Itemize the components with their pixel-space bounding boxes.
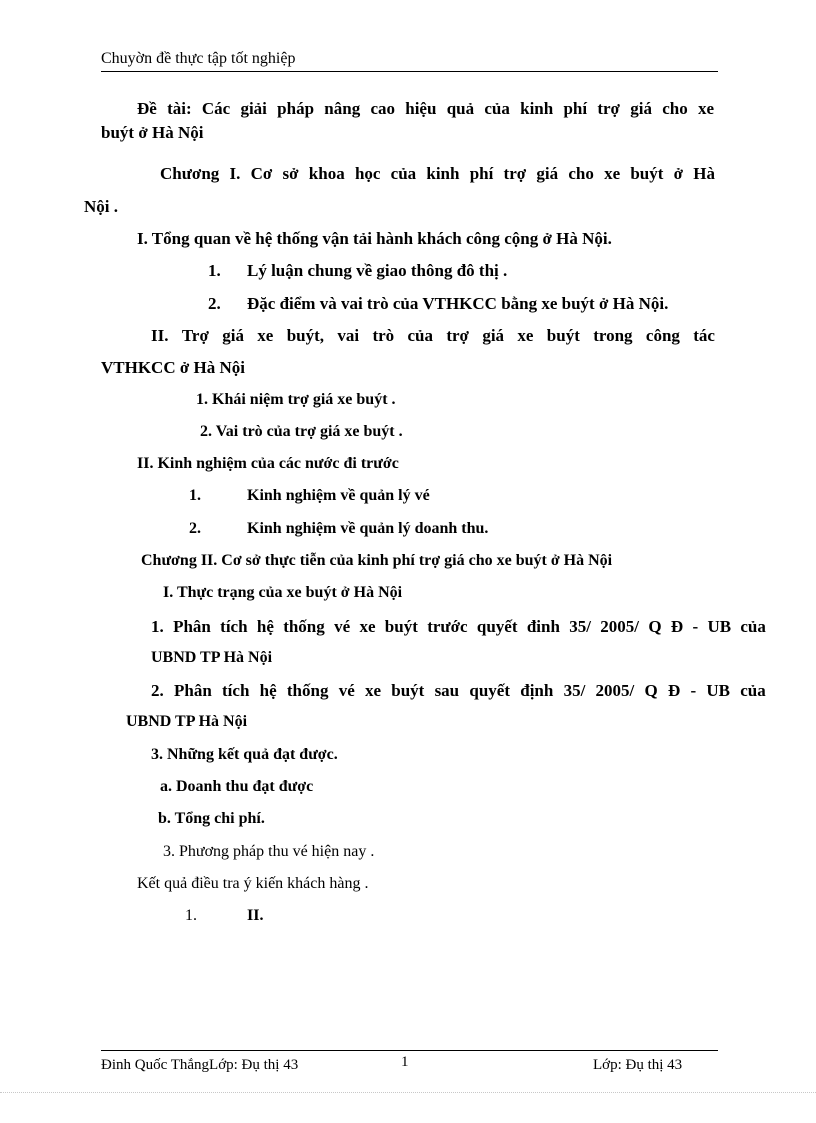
footer-page-number: 1 <box>401 1054 409 1070</box>
section-ii-line-1: II. Trợ giá xe buýt, vai trò của trợ giá xe buýt trong công tác <box>151 326 715 345</box>
last-item-text: II. <box>247 907 264 924</box>
chapter-2-section-i: I. Thực trạng của xe buýt ở Hà Nội <box>163 584 403 601</box>
chapter-2-item-3-b: b. Tổng chi phí. <box>158 810 265 827</box>
section-ii-b-item-1-text: Kinh nghiệm về quản lý vé <box>247 487 430 504</box>
header-rule <box>101 71 718 72</box>
chapter-2-method-line: 3. Phương pháp thu vé hiện nay . <box>163 843 375 860</box>
chapter-2-item-2-line-1: 2. Phân tích hệ thống vé xe buýt sau quyết định 35/ 2005/ Q Đ - UB của <box>151 681 766 700</box>
footer-class: Lớp: Đụ thị 43 <box>593 1057 683 1073</box>
section-ii-b-item-1-num: 1. <box>189 487 201 504</box>
footer-author: Đinh Quốc ThắngLớp: Đụ thị 43 <box>101 1057 299 1073</box>
chapter-2-item-2-line-2: UBND TP Hà Nội <box>126 713 248 730</box>
section-ii-line-2: VTHKCC ở Hà Nội <box>101 358 246 377</box>
section-i-item-2-text: Đặc điểm và vai trò của VTHKCC bằng xe buýt ở Hà Nội. <box>247 294 669 313</box>
section-ii-b-item-2-text: Kinh nghiệm về quản lý doanh thu. <box>247 520 489 537</box>
section-i-item-1-num: 1. <box>208 261 221 280</box>
section-ii-b-heading: II. Kinh nghiệm của các nước đi trước <box>137 455 399 472</box>
chapter-2-item-1-line-1: 1. Phân tích hệ thống vé xe buýt trước quyết đinh 35/ 2005/ Q Đ - UB của <box>151 617 766 636</box>
chapter-2-item-1-line-2: UBND TP Hà Nội <box>151 649 273 666</box>
page-bottom-dotted-line <box>0 1092 816 1093</box>
section-ii-item-1: 1. Khái niệm trợ giá xe buýt . <box>196 391 396 408</box>
last-item-num: 1. <box>185 907 197 924</box>
section-ii-b-item-2-num: 2. <box>189 520 201 537</box>
topic-line-1: Đề tài: Các giải pháp nâng cao hiệu quả của kinh phí trợ giá cho xe <box>137 99 714 118</box>
survey-line: Kết quả điều tra ý kiến khách hàng . <box>137 875 369 892</box>
section-ii-item-2: 2. Vai trò của trợ giá xe buýt . <box>200 423 403 440</box>
chapter-2-heading: Chương II. Cơ sở thực tiễn của kinh phí trợ giá cho xe buýt ở Hà Nội <box>141 552 613 569</box>
footer-rule <box>101 1050 718 1051</box>
chapter-1-line-1: Chương I. Cơ sở khoa học của kinh phí trợ giá cho xe buýt ở Hà <box>160 164 715 183</box>
topic-line-2: buýt ở Hà Nội <box>101 123 204 142</box>
section-i-item-1-text: Lý luận chung về giao thông đô thị . <box>247 261 508 280</box>
chapter-2-item-3-a: a. Doanh thu đạt được <box>160 778 314 795</box>
chapter-2-item-3: 3. Những kết quả đạt được. <box>151 746 338 763</box>
header-title: Chuyờn đề thực tập tốt nghiệp <box>101 50 296 67</box>
chapter-1-line-2: Nội . <box>84 197 118 216</box>
section-i-item-2-num: 2. <box>208 294 221 313</box>
section-i-heading: I. Tổng quan về hệ thống vận tải hành khách công cộng ở Hà Nội. <box>137 229 612 248</box>
